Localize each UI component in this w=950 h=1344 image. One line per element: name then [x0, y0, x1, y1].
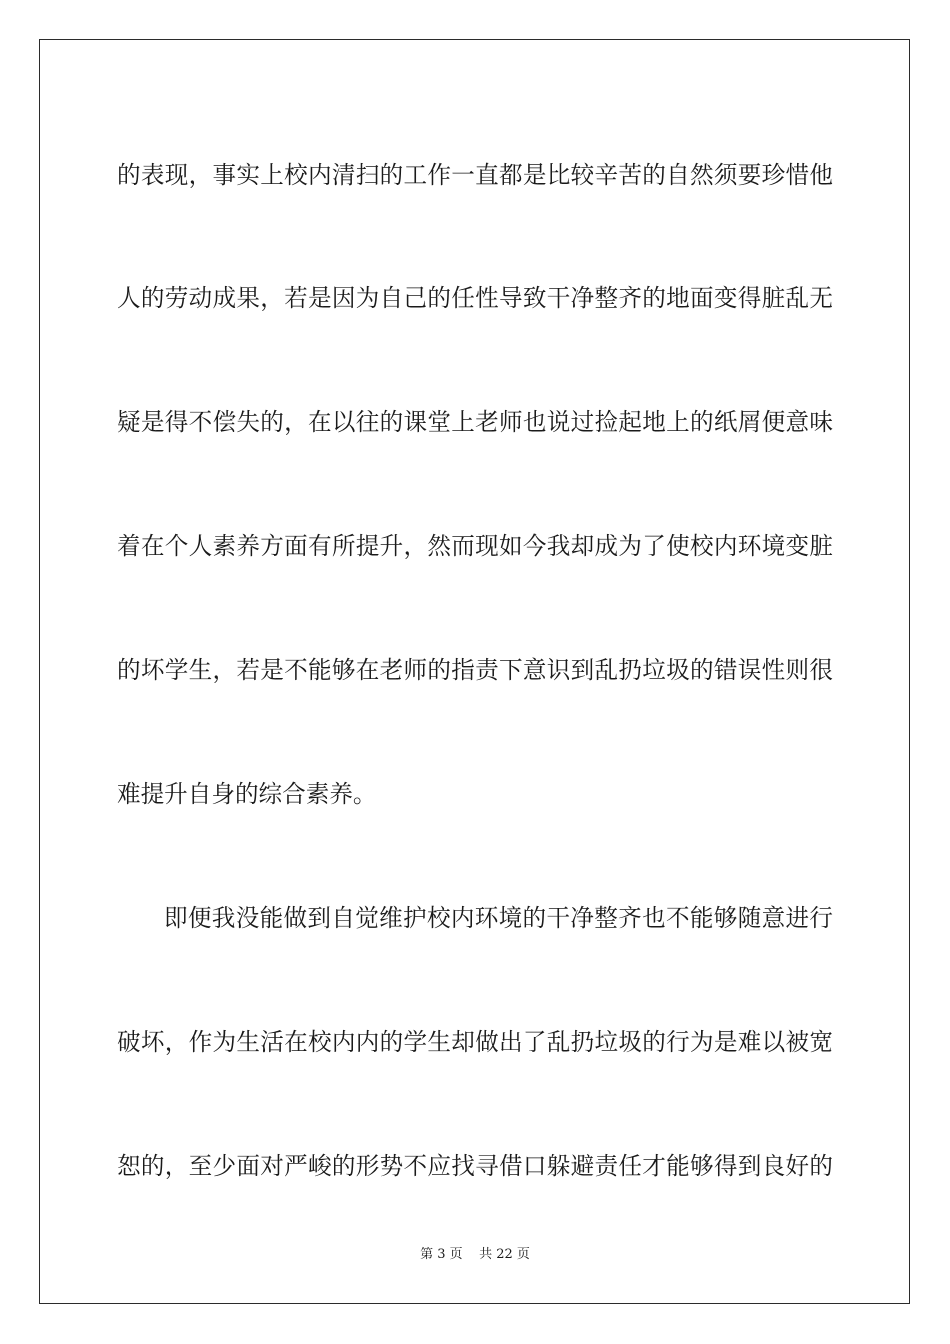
text-line: 疑是得不偿失的，在以往的课堂上老师也说过捡起地上的纸屑便意味 [117, 407, 833, 436]
page-number-footer: 第 3 页 共 22 页 [420, 1247, 530, 1262]
text-line: 破坏，作为生活在校内内的学生却做出了乱扔垃圾的行为是难以被宽 [117, 1027, 833, 1056]
text-line: 的表现，事实上校内清扫的工作一直都是比较辛苦的自然须要珍惜他 [117, 160, 833, 189]
text-line: 着在个人素养方面有所提升，然而现如今我却成为了使校内环境变脏 [117, 531, 833, 560]
text-line: 的坏学生，若是不能够在老师的指责下意识到乱扔垃圾的错误性则很 [117, 655, 833, 684]
text-line: 人的劳动成果，若是因为自己的任性导致干净整齐的地面变得脏乱无 [117, 283, 833, 312]
text-line: 恕的，至少面对严峻的形势不应找寻借口躲避责任才能够得到良好的 [117, 1151, 833, 1180]
paragraph-first-line: 即便我没能做到自觉维护校内环境的干净整齐也不能够随意进行 [164, 903, 833, 932]
text-line: 难提升自身的综合素养。 [117, 779, 377, 808]
